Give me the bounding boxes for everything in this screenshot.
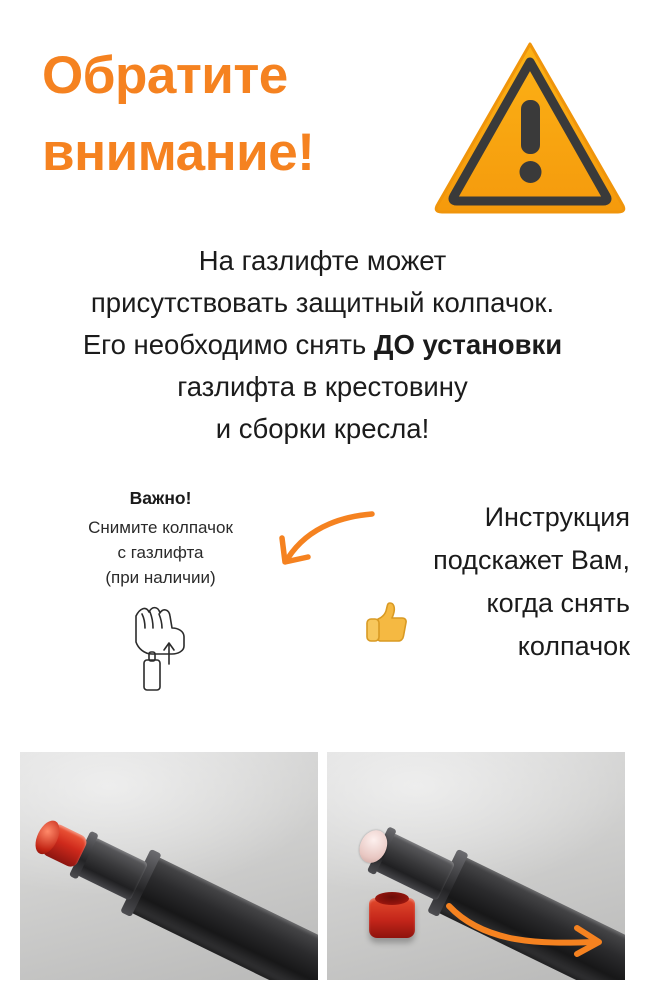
- label-line-3: (при наличии): [105, 568, 216, 587]
- lead-line-4: газлифта в крестовину: [177, 371, 468, 402]
- thumbs-up-icon: [362, 598, 410, 654]
- middle-section: [0, 480, 645, 710]
- gas-lift-barrel: [127, 855, 318, 980]
- cap-warning-label: [58, 488, 263, 590]
- warning-triangle-exclamation-icon: [432, 38, 628, 214]
- arrow-right-icon: [445, 900, 617, 958]
- label-line-1: Снимите колпачок: [88, 518, 233, 537]
- headline-line-2: внимание!: [42, 122, 315, 182]
- label-title: Важно!: [129, 488, 192, 508]
- header: [0, 34, 645, 214]
- photo-strip: [20, 752, 625, 980]
- lead-line-5: и сборки кресла!: [215, 413, 430, 444]
- lead-line-3: [0, 324, 645, 366]
- lead-line-2: присутствовать защитный колпачок.: [90, 287, 555, 318]
- label-line-2: с газлифта: [117, 543, 204, 562]
- lead-paragraph: [0, 240, 645, 450]
- lead-line-3-emphasis: ДО установки: [373, 329, 563, 360]
- instruction-line-1: Инструкция: [484, 502, 630, 532]
- gas-lift-with-red-cap-photo: [20, 752, 318, 980]
- instruction-line-4: колпачок: [517, 631, 630, 661]
- hand-removing-cap-icon: [122, 598, 200, 696]
- page-title: [42, 38, 442, 192]
- instruction-line-3: когда снять: [486, 588, 630, 618]
- instruction-line-2: подскажет Вам,: [433, 545, 630, 575]
- lead-line-3-prefix: Его необходимо снять: [82, 329, 374, 360]
- removed-protective-cap: [369, 898, 415, 938]
- lead-line-1: На газлифте может: [198, 245, 447, 276]
- headline-line-1: Обратите: [42, 46, 288, 105]
- gas-lift-without-cap-photo: [327, 752, 625, 980]
